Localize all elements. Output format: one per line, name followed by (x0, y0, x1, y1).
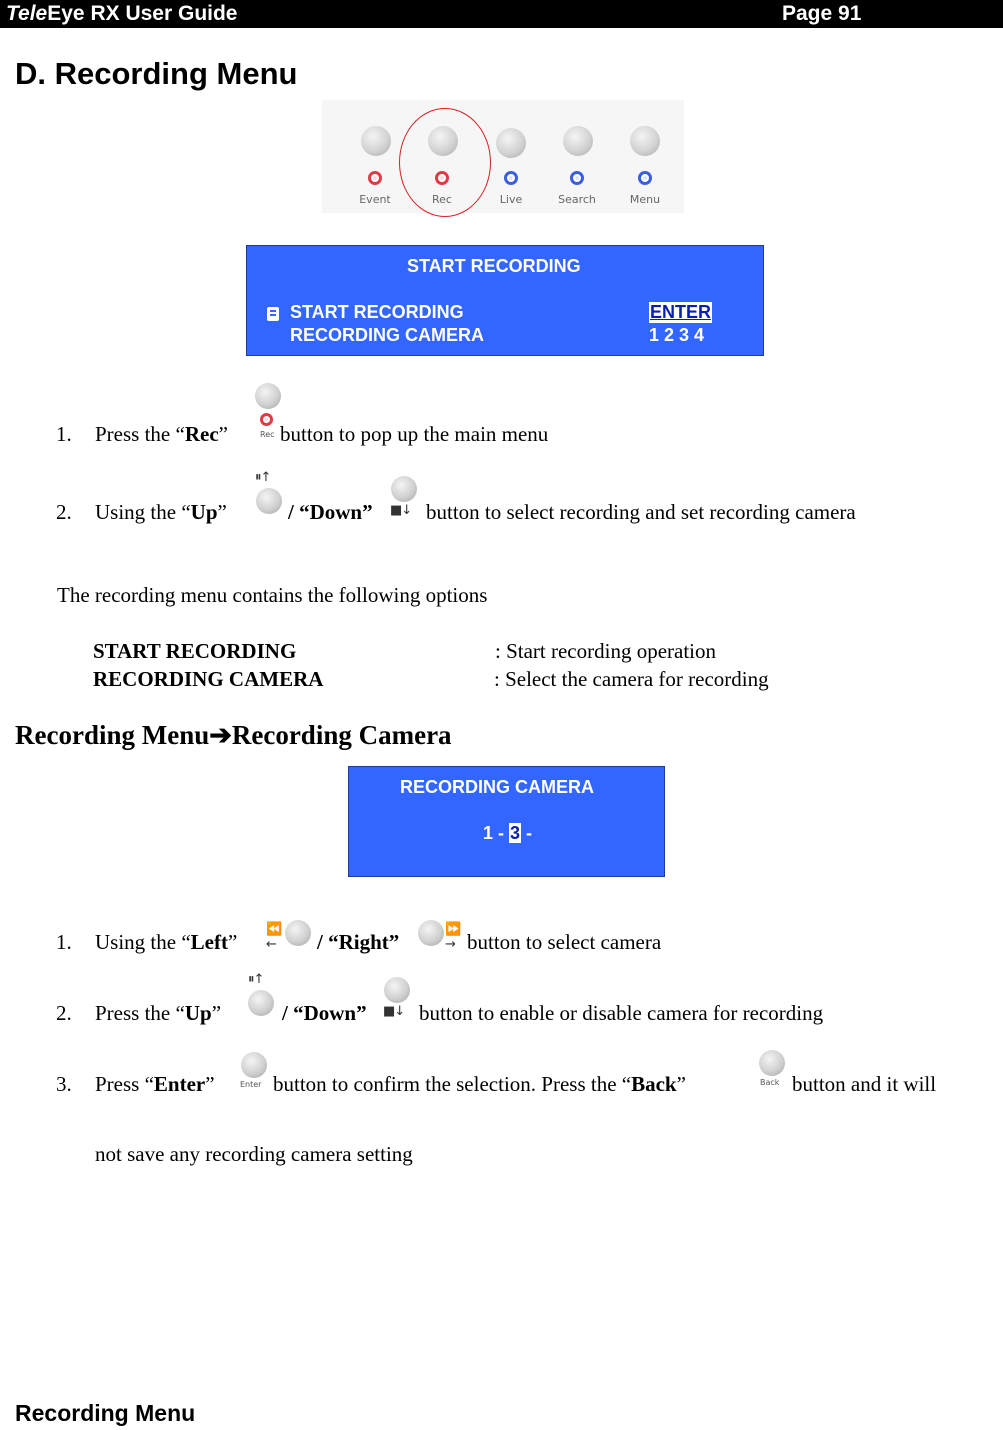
event-label: Event (359, 193, 391, 206)
header-bar (0, 0, 1003, 28)
menu-led-icon (638, 171, 652, 185)
cam-step-3-num: 3. (56, 1072, 72, 1096)
down-button-icon-2 (384, 977, 410, 1003)
cam-step-1-rest: button to select camera (467, 930, 662, 954)
cam-step-3-line2: not save any recording camera setting (95, 1142, 413, 1166)
option-recording-camera-desc: : Select the camera for recording (494, 667, 769, 691)
left-button-icon (285, 920, 311, 946)
option-start-recording-desc: : Start recording operation (495, 639, 717, 663)
menu-grey-button-icon (630, 126, 660, 156)
pen-cursor-icon (267, 307, 279, 321)
step-1-text: Press the “Rec” (95, 422, 228, 446)
live-label: Live (499, 193, 523, 206)
cam-step-3-mid: button to confirm the selection. Press the “Back” (273, 1072, 686, 1096)
menu-row-camera-value: 1 2 3 4 (649, 325, 705, 345)
up-button-icon (256, 488, 282, 514)
enter-icon-label: Enter (240, 1080, 262, 1089)
step-1-num: 1. (56, 422, 72, 446)
camera-selection: 1 - 3 - (483, 823, 533, 843)
cam-step-2-text: Press the “Up” (95, 1001, 222, 1025)
start-recording-screen (246, 245, 764, 356)
subsection-title: Recording Menu➔Recording Camera (15, 720, 452, 750)
rec-small-led-icon (260, 413, 273, 426)
button-panel-image (322, 100, 684, 213)
cam-step-2-rest: button to enable or disable camera for recording (419, 1001, 824, 1025)
right-button-icon (418, 920, 444, 946)
cam-step-1-slash: / “Right” (317, 930, 400, 954)
rec-icon-label: Rec (260, 430, 275, 439)
cam-step-1-num: 1. (56, 930, 72, 954)
search-label: Search (558, 193, 596, 206)
forward-right-icon: ⏩ → (445, 922, 461, 952)
step-2-num: 2. (56, 500, 72, 524)
cam-step-2-num: 2. (56, 1001, 72, 1025)
back-icon-label: Back (760, 1078, 780, 1087)
page-number: Page 91 (782, 2, 862, 25)
enter-button-icon (241, 1052, 267, 1078)
screen-title: START RECORDING (407, 256, 581, 276)
camera-screen-title: RECORDING CAMERA (400, 777, 595, 797)
step-2-text: Using the “Up” (95, 500, 227, 524)
down-button-icon (391, 476, 417, 502)
step-2-rest: button to select recording and set recording camera (426, 500, 856, 524)
rewind-left-icon: ⏪ ← (266, 922, 282, 952)
event-grey-button-icon (361, 126, 391, 156)
search-grey-button-icon (563, 126, 593, 156)
cam-step-3-text: Press “Enter” (95, 1072, 215, 1096)
menu-row-start-value: ENTER (650, 302, 712, 322)
option-start-recording-name: START RECORDING (93, 639, 297, 663)
event-led-icon (368, 171, 382, 185)
recording-camera-screen (348, 766, 665, 877)
step-1-rest: button to pop up the main menu (280, 422, 549, 446)
step-2-slash: / “Down” (288, 500, 373, 524)
live-grey-button-icon (496, 128, 526, 158)
footer-title: Recording Menu (15, 1400, 196, 1426)
live-led-icon (504, 171, 518, 185)
search-led-icon (570, 171, 584, 185)
pause-up-icon-2: ⏸↑ (248, 972, 264, 987)
option-recording-camera-name: RECORDING CAMERA (93, 667, 324, 691)
menu-label: Menu (629, 193, 661, 206)
rec-label: Rec (432, 193, 452, 206)
menu-row-recording-camera: RECORDING CAMERA (290, 325, 485, 345)
pause-up-icon: ⏸↑ (255, 470, 271, 485)
cam-step-3-rest: button and it will (792, 1072, 937, 1096)
cam-step-2-slash: / “Down” (282, 1001, 367, 1025)
stop-down-icon: ■↓ (390, 503, 412, 518)
up-button-icon-2 (248, 990, 274, 1016)
rec-button-icon (255, 383, 281, 409)
rec-highlight-circle (399, 108, 491, 217)
stop-down-icon-2: ■↓ (383, 1004, 405, 1019)
cam-step-1-text: Using the “Left” (95, 930, 238, 954)
section-title: D. Recording Menu (15, 56, 298, 91)
guide-title: TeleEye RX User Guide (6, 2, 238, 25)
back-button-icon (759, 1050, 785, 1076)
menu-row-start-recording: START RECORDING (290, 302, 464, 322)
options-intro: The recording menu contains the following options (57, 583, 488, 607)
